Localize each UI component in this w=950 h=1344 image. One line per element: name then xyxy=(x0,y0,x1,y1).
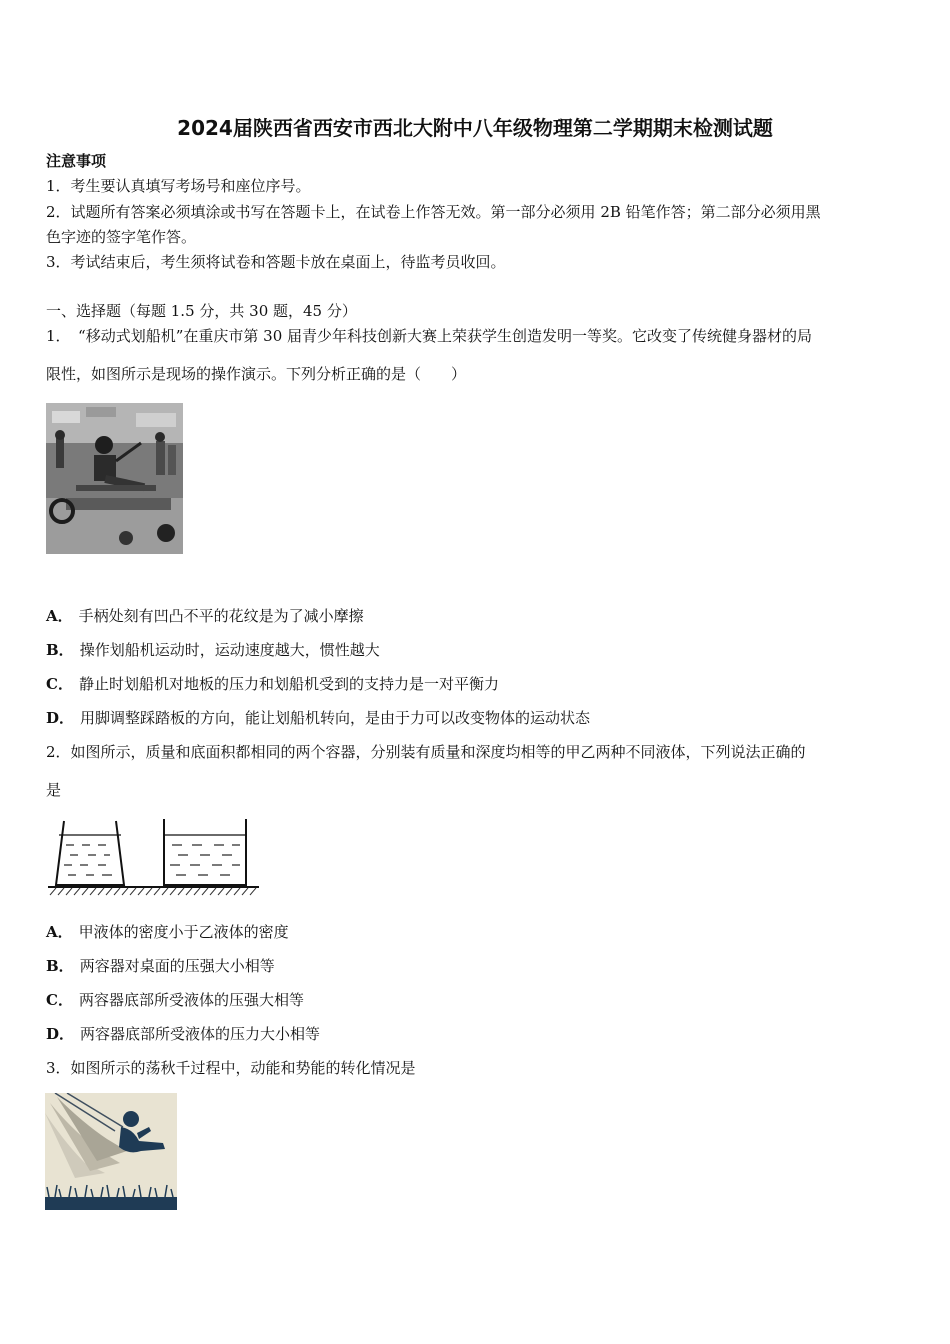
q2-option-a xyxy=(46,919,908,945)
q2-option-a-letter: A． xyxy=(46,923,73,941)
q1-option-b xyxy=(46,637,908,663)
q2-option-d xyxy=(46,1021,908,1047)
notice-item-2-cont: 色字迹的签字笔作答。 xyxy=(46,228,197,246)
q2-stem-line1: 2．如图所示，质量和底面积都相同的两个容器，分别装有质量和深度均相等的甲乙两种不同液体，下列说法正确的 xyxy=(46,743,806,761)
swing-illustration xyxy=(45,1093,177,1210)
q1-option-a-letter: A． xyxy=(46,607,73,625)
q1-stem-line2: 限性，如图所示是现场的操作演示。下列分析正确的是（ ） xyxy=(46,365,467,383)
q1-option-c-text: 静止时划船机对地板的压力和划船机受到的支持力是一对平衡力 xyxy=(78,675,499,693)
q1-option-d-text: 用脚调整踩踏板的方向，能让划船机转向，是由于力可以改变物体的运动状态 xyxy=(80,709,591,727)
notice-heading: 注意事项 xyxy=(46,152,107,170)
q2-option-c-text: 两容器底部所受液体的压强大相等 xyxy=(78,991,304,1009)
q2-option-d-text: 两容器底部所受液体的压力大小相等 xyxy=(80,1025,321,1043)
q1-option-d xyxy=(46,705,908,731)
rowing-machine-photo xyxy=(46,403,183,554)
section-heading: 一、选择题（每题 1.5 分，共 30 题，45 分） xyxy=(46,302,357,320)
notice-item-2: 2．试题所有答案必须填涂或书写在答题卡上，在试卷上作答无效。第一部分必须用 2B 铅笔作答；第二部分必须用黑 xyxy=(46,203,821,221)
q1-option-d-letter: D． xyxy=(46,709,75,727)
notice-item-3: 3．考试结束后，考生须将试卷和答题卡放在桌面上，待监考员收回。 xyxy=(46,253,506,271)
q3-stem-line1: 3．如图所示的荡秋千过程中，动能和势能的转化情况是 xyxy=(46,1059,416,1077)
q2-option-c-letter: C． xyxy=(46,991,73,1009)
q2-stem-line2: 是 xyxy=(46,781,62,799)
q2-option-d-letter: D． xyxy=(46,1025,75,1043)
q1-option-c-letter: C． xyxy=(46,675,73,693)
q1-option-a xyxy=(46,603,908,629)
q1-option-b-text: 操作划船机运动时，运动速度越大，惯性越大 xyxy=(79,641,380,659)
page-title: 2024届陕西省西安市西北大附中八年级物理第二学期期末检测试题 xyxy=(177,116,773,140)
q2-option-b xyxy=(46,953,908,979)
q2-option-b-text: 两容器对桌面的压强大小相等 xyxy=(79,957,275,975)
q2-option-b-letter: B． xyxy=(46,957,74,975)
notice-item-1: 1．考生要认真填写考场号和座位序号。 xyxy=(46,177,311,195)
q1-option-b-letter: B． xyxy=(46,641,74,659)
q1-option-a-text: 手柄处刻有凹凸不平的花纹是为了减小摩擦 xyxy=(78,607,364,625)
two-containers-diagram xyxy=(46,815,261,897)
q1-stem-line1: 1． “移动式划船机”在重庆市第 30 届青少年科技创新大赛上荣获学生创造发明一等奖。它改变了传统健身器材的局 xyxy=(46,327,813,345)
q2-option-a-text: 甲液体的密度小于乙液体的密度 xyxy=(78,923,289,941)
q1-option-c xyxy=(46,671,908,697)
q2-option-c xyxy=(46,987,908,1013)
